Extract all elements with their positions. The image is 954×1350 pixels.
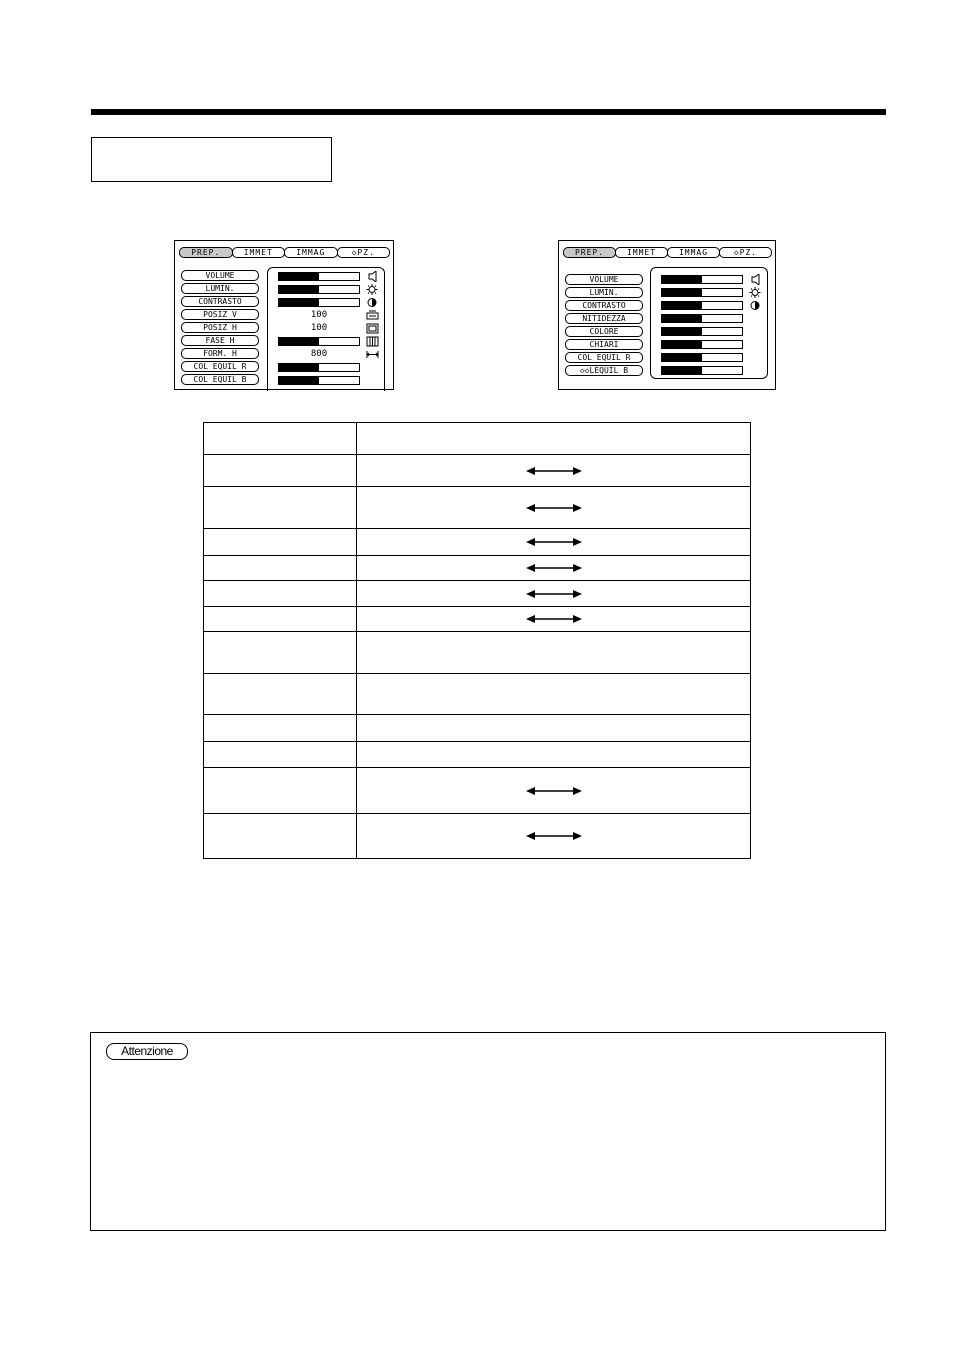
table-cell-label bbox=[204, 768, 357, 814]
vertical-position-icon bbox=[366, 310, 380, 321]
osd-value-panel bbox=[650, 267, 768, 379]
level-bar[interactable] bbox=[278, 337, 360, 346]
table-row bbox=[204, 715, 751, 742]
table-cell-label bbox=[204, 556, 357, 581]
table-row bbox=[204, 529, 751, 556]
width-icon bbox=[366, 349, 380, 360]
table-row bbox=[204, 423, 751, 455]
table-cell-label bbox=[204, 423, 357, 455]
sun-icon bbox=[749, 287, 763, 298]
posiz-v-value: 100 bbox=[310, 310, 328, 320]
osd-item-lumin[interactable]: LUMIN. bbox=[181, 283, 259, 294]
table-cell-label bbox=[204, 581, 357, 607]
osd-item-volume[interactable]: VOLUME bbox=[565, 274, 643, 285]
table-row bbox=[204, 814, 751, 859]
table-cell-operation bbox=[357, 814, 751, 859]
osd-item-contrasto[interactable]: CONTRASTO bbox=[181, 296, 259, 307]
table-cell-label bbox=[204, 632, 357, 674]
horizontal-position-icon bbox=[366, 323, 380, 334]
osd-menu-video bbox=[558, 240, 776, 390]
osd-item-fase-h[interactable]: FASE H bbox=[181, 335, 259, 346]
table-cell-label bbox=[204, 487, 357, 529]
section-title-box bbox=[91, 137, 332, 182]
osd-item-posiz-v[interactable]: POSIZ V bbox=[181, 309, 259, 320]
level-bar[interactable] bbox=[661, 327, 743, 336]
osd-item-list bbox=[565, 274, 643, 378]
level-bar[interactable] bbox=[661, 366, 743, 375]
level-bar[interactable] bbox=[278, 272, 360, 281]
table-cell-label bbox=[204, 607, 357, 632]
double-arrow-icon bbox=[526, 831, 582, 841]
speaker-icon bbox=[366, 271, 380, 282]
osd-item-col-equil-r[interactable]: COL EQUIL R bbox=[181, 361, 259, 372]
table-cell-operation bbox=[357, 556, 751, 581]
table-row bbox=[204, 607, 751, 632]
tab-opz[interactable]: ◇PZ. bbox=[337, 247, 391, 258]
table-cell-operation bbox=[357, 607, 751, 632]
table-cell-operation bbox=[357, 455, 751, 487]
osd-item-contrasto[interactable]: CONTRASTO bbox=[565, 300, 643, 311]
osd-tabs bbox=[179, 247, 389, 258]
level-bar[interactable] bbox=[661, 340, 743, 349]
level-bar[interactable] bbox=[661, 301, 743, 310]
header-rule bbox=[91, 109, 886, 115]
table-cell-operation bbox=[357, 715, 751, 742]
osd-item-col-equil-r[interactable]: COL EQUIL R bbox=[565, 352, 643, 363]
tab-prep[interactable]: PREP. bbox=[563, 247, 616, 258]
table-cell-operation bbox=[357, 632, 751, 674]
table-cell-operation bbox=[357, 742, 751, 768]
level-bar[interactable] bbox=[661, 275, 743, 284]
double-arrow-icon bbox=[526, 786, 582, 796]
osd-item-volume[interactable]: VOLUME bbox=[181, 270, 259, 281]
osd-item-col-equil-b[interactable]: COL EQUIL B bbox=[181, 374, 259, 385]
osd-item-nitidezza[interactable]: NITIDEZZA bbox=[565, 313, 643, 324]
table-cell-label bbox=[204, 529, 357, 556]
double-arrow-icon bbox=[526, 563, 582, 573]
osd-value-panel bbox=[267, 267, 385, 391]
osd-tabs bbox=[563, 247, 771, 258]
form-h-value: 800 bbox=[310, 349, 328, 359]
table-row bbox=[204, 742, 751, 768]
osd-item-chiari[interactable]: CHIARI bbox=[565, 339, 643, 350]
table-cell-operation bbox=[357, 529, 751, 556]
table-cell-operation bbox=[357, 674, 751, 715]
sun-icon bbox=[366, 284, 380, 295]
osd-item-posiz-h[interactable]: POSIZ H bbox=[181, 322, 259, 333]
level-bar[interactable] bbox=[661, 288, 743, 297]
table-cell-label bbox=[204, 814, 357, 859]
level-bar[interactable] bbox=[278, 363, 360, 372]
tab-immag[interactable]: IMMAG bbox=[284, 247, 338, 258]
adjustment-table bbox=[203, 422, 751, 859]
table-cell-operation bbox=[357, 768, 751, 814]
level-bar[interactable] bbox=[278, 298, 360, 307]
phase-icon bbox=[366, 336, 380, 347]
level-bar[interactable] bbox=[661, 353, 743, 362]
table-row bbox=[204, 581, 751, 607]
table-row bbox=[204, 632, 751, 674]
osd-item-col-equil-b[interactable]: ◇◇LEQUIL B bbox=[565, 365, 643, 376]
double-arrow-icon bbox=[526, 614, 582, 624]
level-bar[interactable] bbox=[661, 314, 743, 323]
table-cell-label bbox=[204, 674, 357, 715]
tab-immet[interactable]: IMMET bbox=[232, 247, 286, 258]
tab-prep[interactable]: PREP. bbox=[179, 247, 233, 258]
tab-opz[interactable]: ◇PZ. bbox=[719, 247, 772, 258]
osd-item-colore[interactable]: COLORE bbox=[565, 326, 643, 337]
posiz-h-value: 100 bbox=[310, 323, 328, 333]
level-bar[interactable] bbox=[278, 376, 360, 385]
osd-menu-rgb bbox=[174, 240, 394, 390]
table-cell-operation bbox=[357, 581, 751, 607]
table-cell-label bbox=[204, 715, 357, 742]
attention-box bbox=[90, 1032, 886, 1231]
tab-immag[interactable]: IMMAG bbox=[667, 247, 720, 258]
table-row bbox=[204, 487, 751, 529]
table-cell-label bbox=[204, 742, 357, 768]
double-arrow-icon bbox=[526, 589, 582, 599]
tab-immet[interactable]: IMMET bbox=[615, 247, 668, 258]
double-arrow-icon bbox=[526, 466, 582, 476]
osd-item-form-h[interactable]: FORM. H bbox=[181, 348, 259, 359]
table-row bbox=[204, 768, 751, 814]
contrast-icon bbox=[366, 297, 380, 308]
table-cell-label bbox=[204, 455, 357, 487]
double-arrow-icon bbox=[526, 537, 582, 547]
double-arrow-icon bbox=[526, 503, 582, 513]
table-row bbox=[204, 455, 751, 487]
table-cell-operation bbox=[357, 423, 751, 455]
attention-badge: Attenzione bbox=[106, 1043, 188, 1060]
table-cell-operation bbox=[357, 487, 751, 529]
osd-item-lumin[interactable]: LUMIN. bbox=[565, 287, 643, 298]
table-row bbox=[204, 674, 751, 715]
osd-item-list bbox=[181, 270, 259, 387]
speaker-icon bbox=[749, 274, 763, 285]
contrast-icon bbox=[749, 300, 763, 311]
level-bar[interactable] bbox=[278, 285, 360, 294]
table-row bbox=[204, 556, 751, 581]
